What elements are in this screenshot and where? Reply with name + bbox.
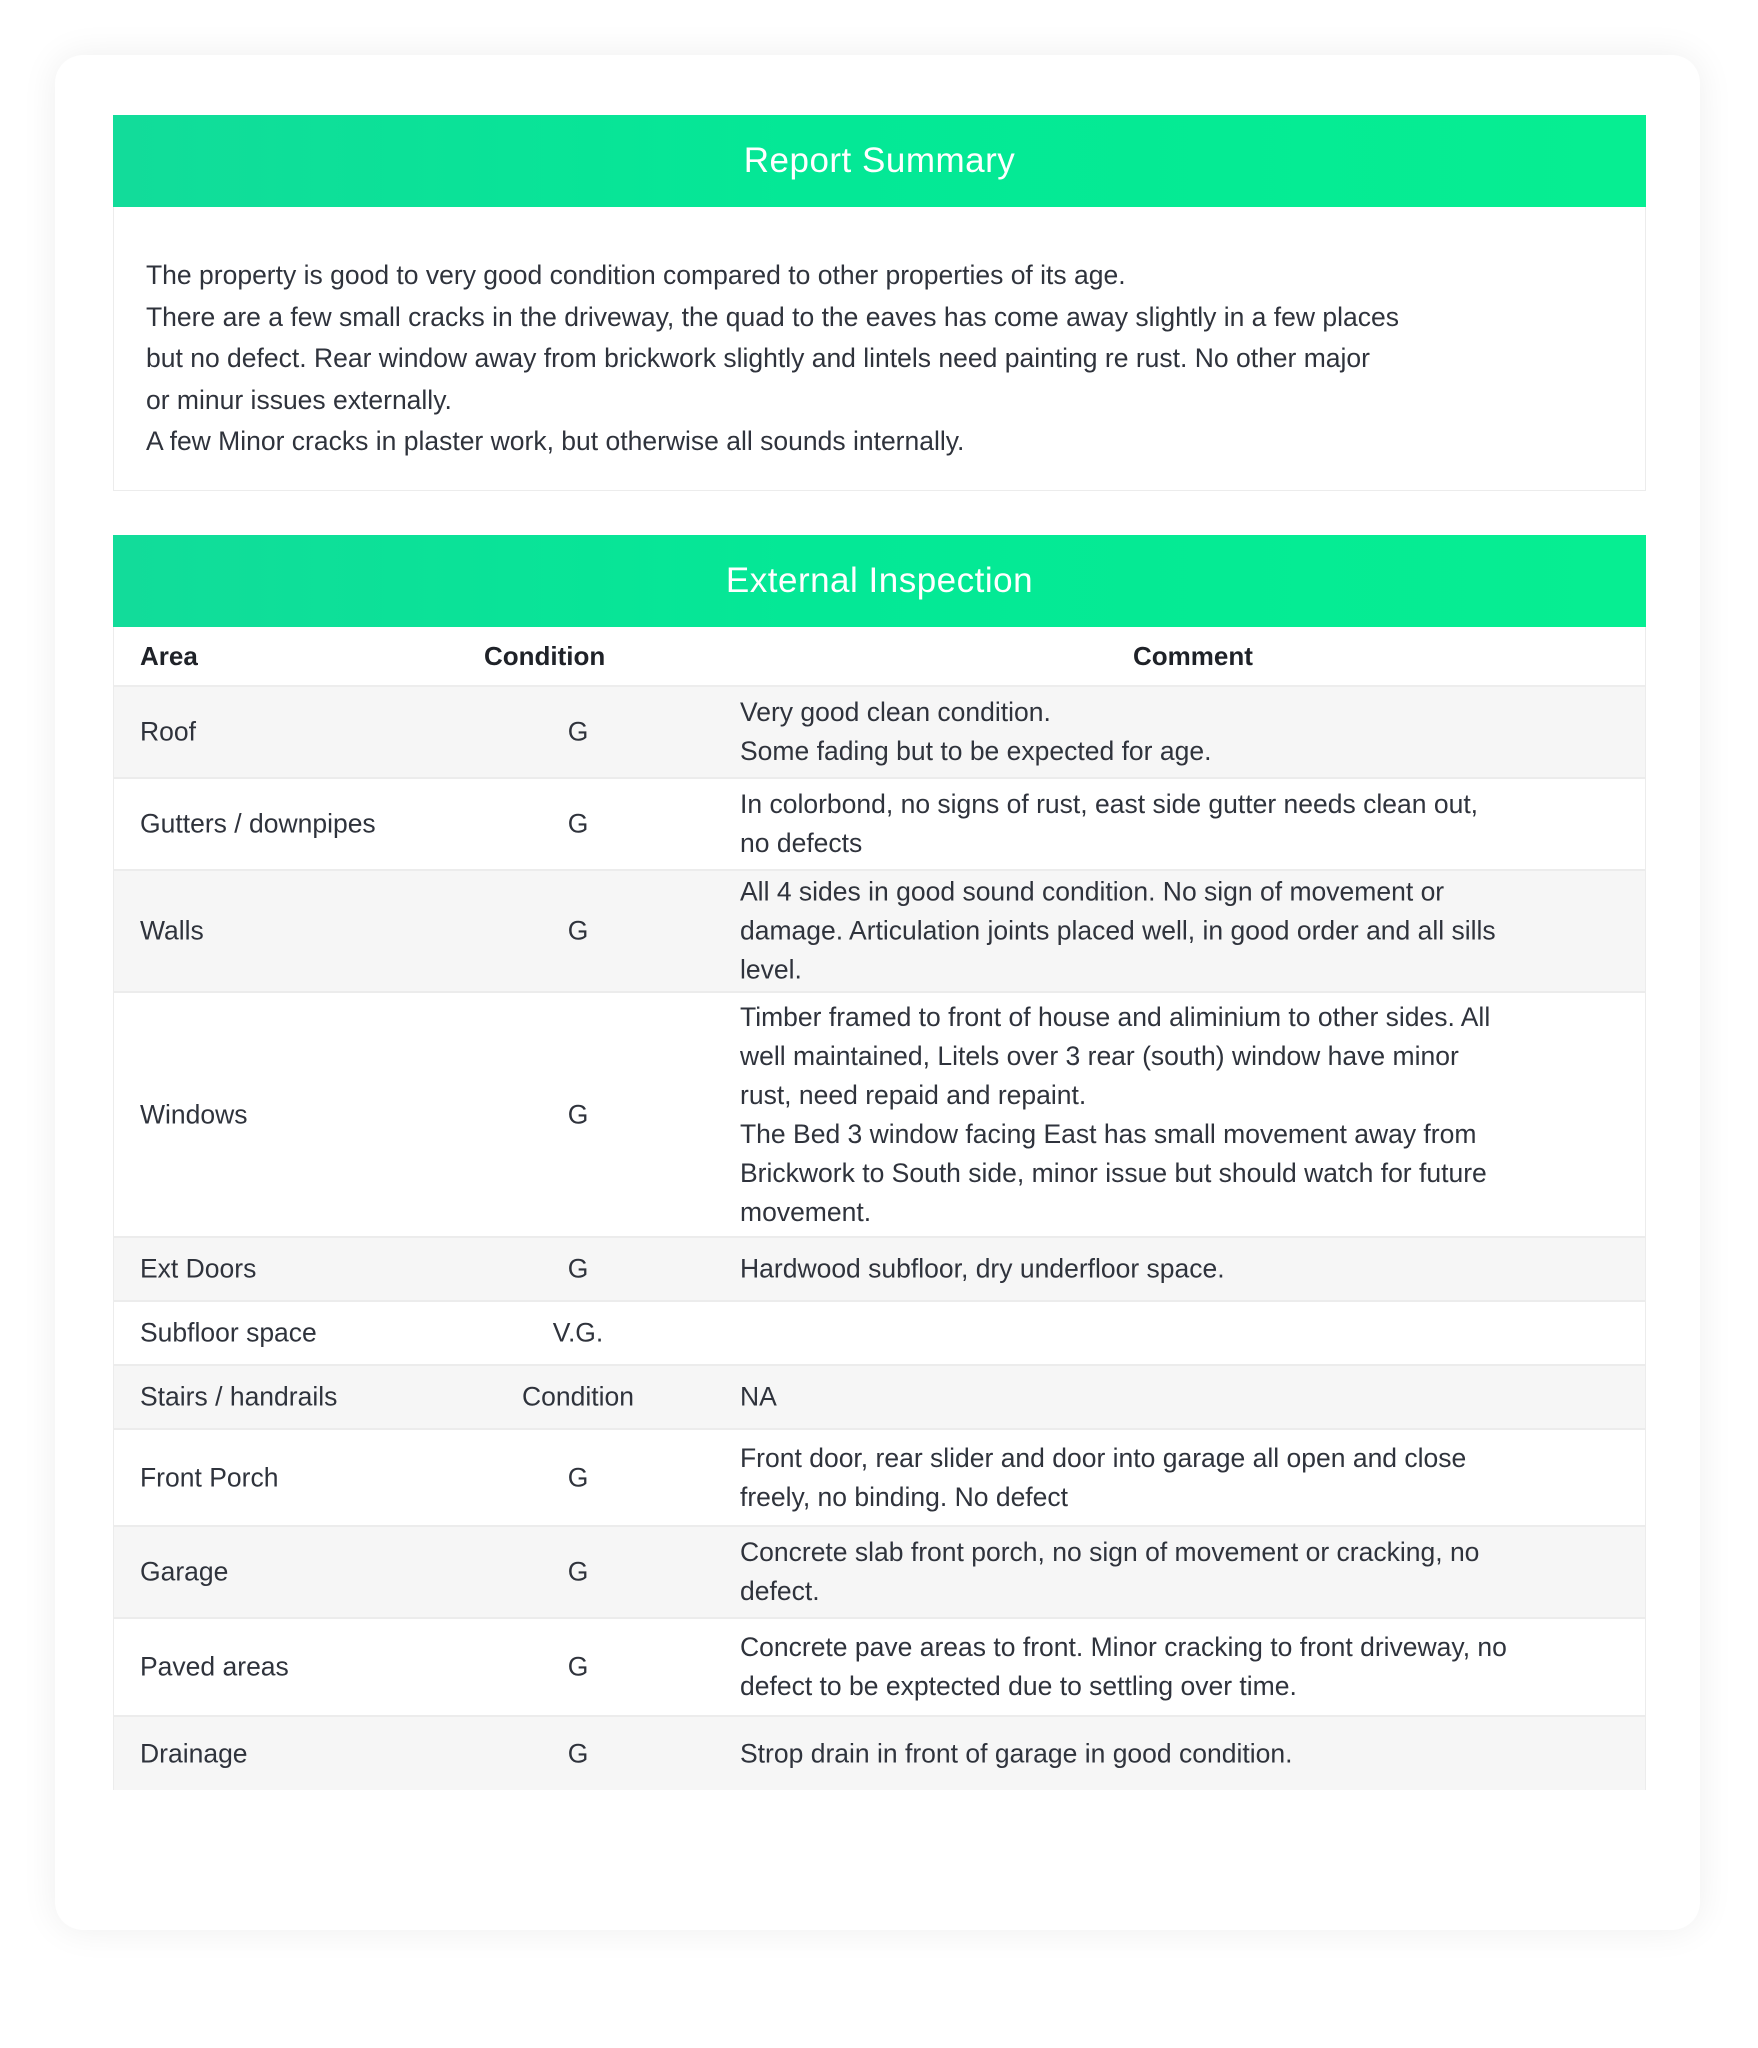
report-summary-header: Report Summary	[113, 115, 1646, 207]
table-row	[114, 1527, 1645, 1619]
condition-cell: G	[567, 1099, 589, 1129]
column-header-comment: Comment	[1133, 641, 1253, 671]
comment-cell: Front door, rear slider and door into garage all open and close freely, no binding. No defect	[740, 1442, 1467, 1512]
area-cell: Windows	[140, 1099, 248, 1129]
area-cell: Stairs / handrails	[140, 1381, 338, 1412]
comment-cell: Very good clean condition. Some fading but to be expected for age.	[740, 697, 1212, 766]
condition-cell: G	[567, 808, 589, 839]
condition-cell: V.G.	[552, 1317, 604, 1348]
area-cell: Drainage	[140, 1738, 248, 1768]
comment-cell: Concrete pave areas to front. Minor cracking to front driveway, no defect to be exptected due to settling over time.	[740, 1632, 1507, 1701]
report-summary-body	[114, 207, 1645, 463]
external-inspection-header: External Inspection	[113, 535, 1646, 627]
table-header-row	[114, 627, 1645, 687]
area-cell: Roof	[140, 716, 196, 747]
table-row	[114, 1238, 1645, 1302]
condition-cell: G	[567, 1253, 589, 1284]
area-cell: Paved areas	[140, 1651, 289, 1682]
column-header-area: Area	[140, 641, 198, 671]
comment-cell: In colorbond, no signs of rust, east side gutter needs clean out, no defects	[740, 789, 1479, 858]
summary-line: There are a few small cracks in the driveway, the quad to the eaves has come away slightly in a few places	[146, 301, 1399, 332]
comment-cell: Strop drain in front of garage in good condition.	[740, 1738, 1293, 1768]
condition-cell: G	[567, 1738, 589, 1768]
area-cell: Walls	[140, 915, 204, 946]
condition-cell: Condition	[522, 1381, 634, 1412]
comment-cell: NA	[740, 1381, 777, 1412]
summary-line: A few Minor cracks in plaster work, but otherwise all sounds internally.	[146, 426, 965, 456]
summary-line: or minur issues externally.	[146, 384, 452, 415]
table-row	[114, 1717, 1645, 1790]
condition-cell: G	[567, 1462, 589, 1492]
table-row	[114, 871, 1645, 993]
comment-cell: Hardwood subfloor, dry underfloor space.	[740, 1253, 1225, 1284]
condition-cell: G	[567, 716, 589, 747]
external-inspection-panel	[113, 535, 1646, 1790]
table-row	[114, 1366, 1645, 1430]
table-row	[114, 687, 1645, 779]
table-row	[114, 993, 1645, 1238]
condition-cell: G	[567, 1651, 589, 1682]
table-row	[114, 779, 1645, 871]
report-card	[55, 55, 1700, 1930]
area-cell: Front Porch	[140, 1462, 279, 1492]
column-header-condition: Condition	[484, 641, 606, 671]
report-summary-panel	[113, 115, 1646, 491]
summary-line: The property is good to very good condition compared to other properties of its age.	[146, 260, 1126, 290]
comment-cell: Concrete slab front porch, no sign of movement or cracking, no defect.	[740, 1537, 1480, 1606]
condition-cell: G	[567, 915, 589, 946]
area-cell: Ext Doors	[140, 1253, 257, 1284]
inspection-table-body	[114, 687, 1645, 1790]
summary-line: but no defect. Rear window away from brickwork slightly and lintels need painting re rust. No other major	[146, 343, 1370, 373]
comment-cell: All 4 sides in good sound condition. No sign of movement or damage. Articulation joints placed well, in good order and all sills level.	[740, 876, 1496, 985]
table-row	[114, 1619, 1645, 1717]
area-cell: Subfloor space	[140, 1317, 317, 1348]
table-row	[114, 1430, 1645, 1527]
area-cell: Gutters / downpipes	[140, 808, 376, 839]
area-cell: Garage	[140, 1556, 229, 1587]
condition-cell: G	[567, 1556, 589, 1587]
table-row	[114, 1302, 1645, 1366]
comment-cell: Timber framed to front of house and aliminium to other sides. All well maintained, Litels over 3 rear (south) window have minor rust, need repaid and repaint. The Bed 3 window facing East has small movement away from Brickwork to South side, minor issue but should watch for future movement.	[740, 1001, 1491, 1227]
